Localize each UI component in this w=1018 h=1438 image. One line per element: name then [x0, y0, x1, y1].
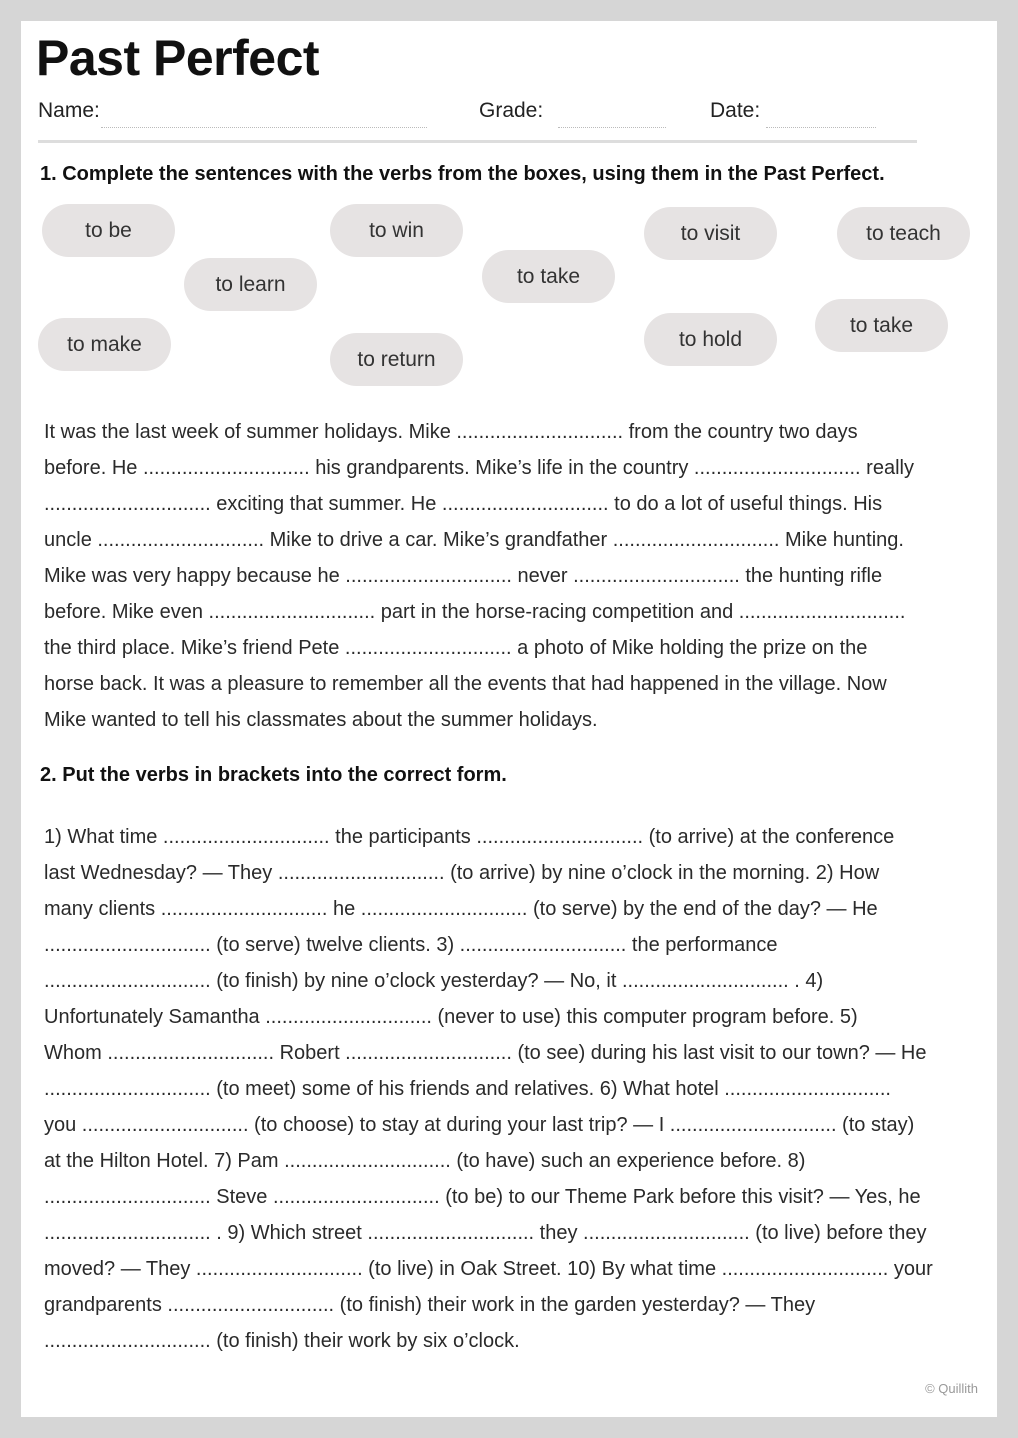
date-input-line[interactable]: [766, 127, 876, 128]
name-label: Name:: [38, 99, 100, 122]
text-line: .............................. exciting that summer. He .............................. to do a lot of useful things. His: [44, 493, 883, 515]
verb-box: to teach: [837, 207, 970, 260]
text-line: Mike wanted to tell his classmates about the summer holidays.: [44, 709, 598, 731]
worksheet: [21, 21, 997, 1417]
verb-box: to return: [330, 333, 463, 386]
text-line: Unfortunately Samantha .............................. (never to use) this computer program before. 5): [44, 1006, 858, 1028]
text-line: Mike was very happy because he .............................. never .............................. the hunting rifle: [44, 565, 883, 587]
text-line: .............................. (to serve) twelve clients. 3) .............................. the performance: [44, 934, 778, 956]
section1-heading: 1. Complete the sentences with the verbs from the boxes, using them in the Past Perfect.: [40, 163, 885, 185]
section2-heading: 2. Put the verbs in brackets into the correct form.: [40, 764, 507, 786]
date-label: Date:: [710, 99, 761, 122]
text-line: moved? — They .............................. (to live) in Oak Street. 10) By what time .............................. your: [44, 1258, 933, 1280]
text-line: you .............................. (to choose) to stay at during your last trip? — I .............................. (to stay): [44, 1114, 915, 1136]
verb-box: to make: [38, 318, 171, 371]
text-line: 1) What time .............................. the participants .............................. (to arrive) at the conference: [44, 826, 895, 848]
page-title: Past Perfect: [36, 30, 320, 86]
text-line: .............................. Steve .............................. (to be) to our Theme Park before this visit? — Yes, he: [44, 1186, 921, 1208]
section2-text: [44, 819, 933, 1359]
verb-box: to win: [330, 204, 463, 257]
verb-box: to hold: [644, 313, 777, 366]
text-line: the third place. Mike’s friend Pete .............................. a photo of Mike holding the prize on the: [44, 637, 868, 659]
text-line: uncle .............................. Mike to drive a car. Mike’s grandfather .............................. Mike hunting.: [44, 529, 904, 551]
verb-box: to be: [42, 204, 175, 257]
verb-box: to take: [482, 250, 615, 303]
text-line: horse back. It was a pleasure to remember all the events that had happened in the village. Now: [44, 673, 887, 695]
text-line: .............................. . 9) Which street .............................. they .............................. (to live) before they: [44, 1222, 927, 1244]
text-line: before. He .............................. his grandparents. Mike’s life in the country .............................. really: [44, 457, 914, 479]
text-line: .............................. (to finish) by nine o’clock yesterday? — No, it .............................. . 4): [44, 970, 824, 992]
text-line: at the Hilton Hotel. 7) Pam .............................. (to have) such an experience before. 8): [44, 1150, 806, 1172]
verb-box: to visit: [644, 207, 777, 260]
section1-text: [44, 414, 914, 738]
verb-box: to take: [815, 299, 948, 352]
divider: [38, 140, 917, 143]
text-line: It was the last week of summer holidays. Mike .............................. from the country two days: [44, 421, 858, 443]
grade-label: Grade:: [479, 99, 544, 122]
text-line: .............................. (to meet) some of his friends and relatives. 6) What hotel ..............................: [44, 1078, 891, 1100]
text-line: Whom .............................. Robert .............................. (to see) during his last visit to our town? — He: [44, 1042, 927, 1064]
text-line: many clients .............................. he .............................. (to serve) by the end of the day? — He: [44, 898, 878, 920]
verb-box: to learn: [184, 258, 317, 311]
text-line: .............................. (to finish) their work by six o’clock.: [44, 1330, 520, 1352]
text-line: before. Mike even .............................. part in the horse-racing competition and ..............................: [44, 601, 906, 623]
text-line: grandparents .............................. (to finish) their work in the garden yesterday? — They: [44, 1294, 816, 1316]
name-input-line[interactable]: [101, 127, 427, 128]
copyright: © Quillith: [925, 1381, 978, 1396]
text-line: last Wednesday? — They .............................. (to arrive) by nine o’clock in the morning. 2) How: [44, 862, 880, 884]
grade-input-line[interactable]: [558, 127, 666, 128]
